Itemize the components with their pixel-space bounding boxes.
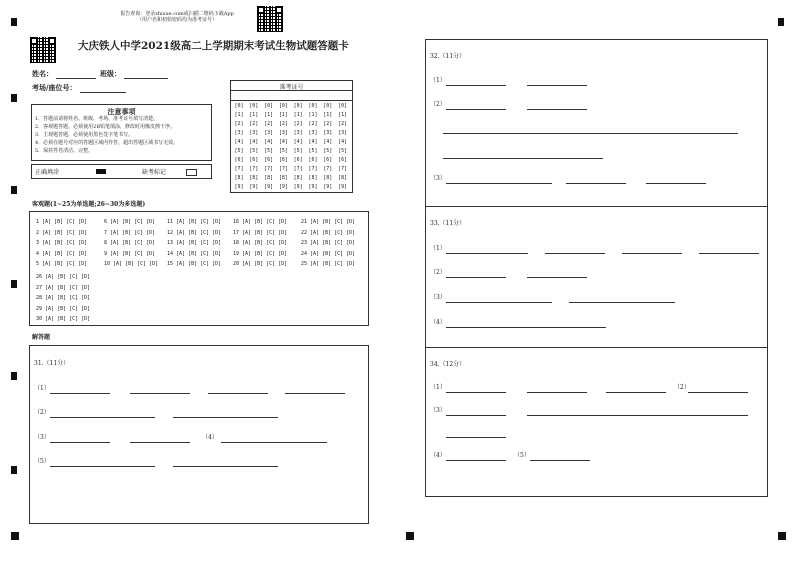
admission-digit-bubble[interactable]: [1] xyxy=(338,112,348,118)
admission-digit-bubble[interactable]: [5] xyxy=(249,148,259,154)
mcq-row[interactable]: 30 [A] [B] [C] [D] xyxy=(36,316,91,322)
admission-digit-bubble[interactable]: [8] xyxy=(293,175,303,181)
admission-digit-bubble[interactable]: [3] xyxy=(278,130,288,136)
q31-answer-box xyxy=(29,345,369,524)
answer-line[interactable] xyxy=(446,415,506,416)
answer-line[interactable] xyxy=(446,85,506,86)
timing-mark xyxy=(11,466,17,474)
admission-digit-bubble[interactable]: [9] xyxy=(323,184,333,190)
admission-digit-bubble[interactable]: [6] xyxy=(293,157,303,163)
mcq-row[interactable]: 1 [A] [B] [C] [D] xyxy=(36,219,88,225)
q34-part3-label: （3） xyxy=(430,407,446,414)
missing-mark-label: 缺考标记 xyxy=(142,169,167,176)
seat-field[interactable] xyxy=(80,92,126,93)
admission-digit-bubble[interactable]: [0] xyxy=(278,103,288,109)
mcq-row[interactable]: 21 [A] [B] [C] [D] xyxy=(301,219,356,225)
answer-line[interactable] xyxy=(173,417,278,418)
admission-digit-bubble[interactable]: [9] xyxy=(278,184,288,190)
answer-line[interactable] xyxy=(527,415,748,416)
missing-mark-box[interactable] xyxy=(186,169,197,176)
notes-item: 3．主观题答题，必须使用黑色签字笔书写。 xyxy=(35,132,134,138)
answer-line[interactable] xyxy=(443,158,603,159)
admission-digit-bubble[interactable]: [0] xyxy=(338,103,348,109)
answer-line[interactable] xyxy=(173,466,278,467)
mcq-row[interactable]: 16 [A] [B] [C] [D] xyxy=(233,219,288,225)
notes-item: 1．答题前请将姓名、班级、考场、准考证号填写清楚。 xyxy=(35,116,159,122)
answer-line[interactable] xyxy=(527,109,587,110)
answer-line[interactable] xyxy=(527,392,587,393)
admission-digit-bubble[interactable]: [7] xyxy=(293,166,303,172)
admission-digit-bubble[interactable]: [7] xyxy=(249,166,259,172)
page-title: 大庆铁人中学2021级高二上学期期末考试生物试题答题卡 xyxy=(78,40,349,52)
mcq-row[interactable]: 9 [A] [B] [C] [D] xyxy=(104,250,156,257)
admission-digit-bubble[interactable]: [9] xyxy=(293,184,303,190)
section-divider xyxy=(426,206,767,207)
answer-line[interactable] xyxy=(530,460,590,461)
q31-part4-label: （4） xyxy=(202,434,218,441)
q33-part1-label: （1） xyxy=(430,245,446,252)
admission-digit-bubble[interactable]: [1] xyxy=(323,112,333,118)
admission-digit-bubble[interactable]: [8] xyxy=(264,175,274,181)
mcq-row[interactable]: 19 [A] [B] [C] [D] xyxy=(233,250,288,257)
answer-line[interactable] xyxy=(50,442,110,443)
admission-digit-column[interactable] xyxy=(337,102,349,192)
answer-line[interactable] xyxy=(446,460,506,461)
admission-digit-bubble[interactable]: [1] xyxy=(278,112,288,118)
admission-digit-column[interactable] xyxy=(263,102,275,192)
answer-line[interactable] xyxy=(130,393,190,394)
admission-digit-bubble[interactable]: [4] xyxy=(293,139,303,145)
q33-title: 33.（11分） xyxy=(430,220,466,227)
admission-digit-bubble[interactable]: [6] xyxy=(249,157,259,163)
admission-digit-bubble[interactable]: [2] xyxy=(308,121,318,127)
admission-digit-bubble[interactable]: [6] xyxy=(278,157,288,163)
answer-line[interactable] xyxy=(606,392,666,393)
mcq-row[interactable]: 5 [A] [B] [C] [D] xyxy=(36,261,88,267)
admission-digit-bubble[interactable]: [0] xyxy=(308,103,318,109)
admission-digit-bubble[interactable]: [3] xyxy=(234,130,244,136)
q32-part3-label: （3） xyxy=(430,175,446,182)
notes-item: 5．保持答卷清洁、完整。 xyxy=(35,148,94,154)
admission-digit-column[interactable] xyxy=(233,102,245,192)
answer-line[interactable] xyxy=(646,183,706,184)
notes-list xyxy=(35,116,178,154)
admission-digit-bubble[interactable]: [3] xyxy=(338,130,348,136)
admission-digit-bubble[interactable]: [9] xyxy=(264,184,274,190)
mcq-column[interactable] xyxy=(104,219,158,272)
mcq-row[interactable]: 11 [A] [B] [C] [D] xyxy=(167,219,222,225)
mcq-row[interactable]: 18 [A] [B] [C] [D] xyxy=(233,240,288,246)
q33-part4-label: （4） xyxy=(430,319,446,326)
q34-title: 34.（12分） xyxy=(430,361,466,368)
admission-digit-bubble[interactable]: [7] xyxy=(338,166,348,172)
admission-digit-bubble[interactable]: [1] xyxy=(293,112,303,118)
admission-digit-bubble[interactable]: [4] xyxy=(338,139,348,145)
admission-digit-bubble[interactable]: [4] xyxy=(308,139,318,145)
admission-digit-bubble[interactable]: [8] xyxy=(234,175,244,181)
mcq-row[interactable]: 8 [A] [B] [C] [D] xyxy=(104,240,156,246)
timing-mark xyxy=(778,18,784,26)
admission-digit-bubble[interactable]: [7] xyxy=(264,166,274,172)
answer-line[interactable] xyxy=(50,417,155,418)
admission-digit-bubble[interactable]: [0] xyxy=(323,103,333,109)
mcq-row[interactable]: 29 [A] [B] [C] [D] xyxy=(36,305,91,312)
admission-digit-bubble[interactable]: [4] xyxy=(249,139,259,145)
answer-line[interactable] xyxy=(446,437,506,438)
section-divider xyxy=(426,347,767,348)
admission-digit-bubble[interactable]: [8] xyxy=(308,175,318,181)
admission-digit-bubble[interactable]: [2] xyxy=(293,121,303,127)
admission-digit-bubble[interactable]: [3] xyxy=(293,130,303,136)
admission-digit-bubble[interactable]: [5] xyxy=(278,148,288,154)
answer-line[interactable] xyxy=(446,302,552,303)
answer-line[interactable] xyxy=(446,327,606,328)
mcq-column[interactable] xyxy=(36,274,90,327)
answer-line[interactable] xyxy=(446,392,506,393)
admission-digit-column[interactable] xyxy=(248,102,260,192)
answer-line[interactable] xyxy=(446,109,506,110)
admission-digit-bubble[interactable]: [5] xyxy=(234,148,244,154)
report-notice-line1: 报告查询：登录zhixue.com或扫描二维码下载App xyxy=(120,11,234,17)
admission-digit-column[interactable] xyxy=(322,102,334,192)
mcq-row[interactable]: 6 [A] [B] [C] [D] xyxy=(104,219,156,225)
answer-line[interactable] xyxy=(622,253,682,254)
admission-digit-bubble[interactable]: [2] xyxy=(264,121,274,127)
mcq-row[interactable]: 24 [A] [B] [C] [D] xyxy=(301,250,356,257)
admission-digit-bubble[interactable]: [8] xyxy=(278,175,288,181)
timing-mark xyxy=(11,94,17,102)
answer-line[interactable] xyxy=(545,253,605,254)
answer-line[interactable] xyxy=(566,183,626,184)
mcq-row[interactable]: 15 [A] [B] [C] [D] xyxy=(167,261,222,267)
app-qr-code xyxy=(257,6,283,32)
admission-digit-bubble[interactable]: [1] xyxy=(308,112,318,118)
timing-mark xyxy=(11,532,19,540)
q31-title: 31.（11分） xyxy=(34,360,70,367)
timing-mark xyxy=(11,372,17,380)
answer-line[interactable] xyxy=(50,393,110,394)
q31-part2-label: （2） xyxy=(34,409,50,416)
mcq-row[interactable]: 2 [A] [B] [C] [D] xyxy=(36,229,88,236)
mcq-column[interactable] xyxy=(36,219,87,272)
mcq-row[interactable]: 13 [A] [B] [C] [D] xyxy=(167,240,222,246)
sheet-qr-code xyxy=(30,37,56,63)
admission-digit-bubble[interactable]: [8] xyxy=(323,175,333,181)
admission-digit-bubble[interactable]: [1] xyxy=(249,112,259,118)
right-answer-column xyxy=(425,39,768,497)
objective-title: 客观题(1~25为单选题;26~30为多选题) xyxy=(32,201,146,208)
admission-digit-bubble[interactable]: [1] xyxy=(234,112,244,118)
admission-title: 准考证号 xyxy=(279,84,304,91)
admission-digit-bubble[interactable]: [7] xyxy=(234,166,244,172)
mcq-row[interactable]: 23 [A] [B] [C] [D] xyxy=(301,240,356,246)
timing-mark xyxy=(778,532,786,540)
admission-digit-bubble[interactable]: [9] xyxy=(338,184,348,190)
q34-part5-label: （5） xyxy=(514,452,530,459)
answer-line[interactable] xyxy=(446,253,528,254)
admission-digit-bubble[interactable]: [5] xyxy=(308,148,318,154)
admission-digit-bubble[interactable]: [9] xyxy=(308,184,318,190)
mcq-row[interactable]: 26 [A] [B] [C] [D] xyxy=(36,274,91,280)
mcq-row[interactable]: 3 [A] [B] [C] [D] xyxy=(36,240,88,246)
answer-line[interactable] xyxy=(208,393,268,394)
seat-label: 考场/座位号： xyxy=(32,83,77,92)
timing-mark xyxy=(11,186,17,194)
q32-part2-label: （2） xyxy=(430,101,446,108)
q34-part2-label: （2） xyxy=(674,384,690,391)
answer-line[interactable] xyxy=(688,392,748,393)
admission-digit-bubble[interactable]: [2] xyxy=(323,121,333,127)
admission-digit-bubble[interactable]: [2] xyxy=(234,121,244,127)
q34-part1-label: （1） xyxy=(430,384,446,391)
q32-title: 32.（11分） xyxy=(430,53,466,60)
admission-digit-bubble[interactable]: [4] xyxy=(234,139,244,145)
admission-digit-column[interactable] xyxy=(277,102,289,192)
admission-digit-bubble[interactable]: [6] xyxy=(308,157,318,163)
admission-digit-bubble[interactable]: [3] xyxy=(323,130,333,136)
admission-digit-bubble[interactable]: [9] xyxy=(249,184,259,190)
admission-digit-bubble[interactable]: [3] xyxy=(264,130,274,136)
mcq-row[interactable]: 4 [A] [B] [C] [D] xyxy=(36,250,88,257)
timing-mark xyxy=(11,280,17,288)
admission-digit-bubble[interactable]: [3] xyxy=(308,130,318,136)
q32-part1-label: （1） xyxy=(430,77,446,84)
answer-line[interactable] xyxy=(527,85,587,86)
admission-digit-bubble[interactable]: [4] xyxy=(264,139,274,145)
mcq-row[interactable]: 7 [A] [B] [C] [D] xyxy=(104,229,156,236)
notes-item: 2．客观题答题，必须使用2B铅笔填涂，修改时用橡皮擦干净。 xyxy=(35,124,176,130)
correct-fill-example xyxy=(96,169,106,174)
answer-line[interactable] xyxy=(50,466,155,467)
mcq-row[interactable]: 12 [A] [B] [C] [D] xyxy=(167,229,222,236)
class-field[interactable] xyxy=(124,78,168,79)
admission-digit-bubble[interactable]: [0] xyxy=(234,103,244,109)
admission-digit-bubble[interactable]: [2] xyxy=(249,121,259,127)
admission-digit-column[interactable] xyxy=(307,102,319,192)
admission-digit-bubble[interactable]: [6] xyxy=(234,157,244,163)
admission-grid xyxy=(230,80,353,193)
notes-box xyxy=(31,104,212,161)
fill-example-box xyxy=(31,164,212,179)
admission-digit-bubble[interactable]: [7] xyxy=(323,166,333,172)
answer-line[interactable] xyxy=(443,133,738,134)
answer-line[interactable] xyxy=(527,277,587,278)
admission-digit-bubble[interactable]: [7] xyxy=(278,166,288,172)
mcq-row[interactable]: 17 [A] [B] [C] [D] xyxy=(233,229,288,236)
mcq-row[interactable]: 20 [A] [B] [C] [D] xyxy=(233,261,288,267)
admission-digit-bubble[interactable]: [3] xyxy=(249,130,259,136)
mcq-row[interactable]: 27 [A] [B] [C] [D] xyxy=(36,284,91,291)
admission-digit-bubble[interactable]: [5] xyxy=(264,148,274,154)
admission-digit-bubble[interactable]: [0] xyxy=(293,103,303,109)
q33-part2-label: （2） xyxy=(430,269,446,276)
mcq-row[interactable]: 14 [A] [B] [C] [D] xyxy=(167,250,222,257)
admission-digit-bubble[interactable]: [2] xyxy=(338,121,348,127)
mcq-column[interactable] xyxy=(233,219,287,272)
mcq-row[interactable]: 22 [A] [B] [C] [D] xyxy=(301,229,356,236)
admission-digit-bubble[interactable]: [7] xyxy=(308,166,318,172)
admission-digit-bubble[interactable]: [2] xyxy=(278,121,288,127)
notes-item: 4．必须在题号对应的答题区域内作答，超出答题区域书写无效。 xyxy=(35,140,179,146)
timing-mark xyxy=(406,532,414,540)
mcq-row[interactable]: 10 [A] [B] [C] [D] xyxy=(104,261,159,267)
name-field[interactable] xyxy=(56,78,96,79)
name-label: 姓名： xyxy=(32,69,53,78)
notes-title: 注意事项 xyxy=(107,107,136,116)
q31-part3-label: （3） xyxy=(34,434,50,441)
answer-line[interactable] xyxy=(221,442,327,443)
answer-line[interactable] xyxy=(446,183,552,184)
admission-digit-columns xyxy=(233,102,352,192)
admission-digit-bubble[interactable]: [9] xyxy=(234,184,244,190)
report-notice xyxy=(112,11,242,23)
q34-part4-label: （4） xyxy=(430,452,446,459)
timing-mark xyxy=(11,18,17,26)
admission-digit-bubble[interactable]: [4] xyxy=(278,139,288,145)
answer-line[interactable] xyxy=(446,277,506,278)
admission-digit-bubble[interactable]: [6] xyxy=(264,157,274,163)
answer-line[interactable] xyxy=(285,393,345,394)
mcq-row[interactable]: 25 [A] [B] [C] [D] xyxy=(301,261,356,267)
admission-digit-bubble[interactable]: [6] xyxy=(338,157,348,163)
q31-part1-label: （1） xyxy=(34,385,50,392)
admission-digit-bubble[interactable]: [6] xyxy=(323,157,333,163)
admission-digit-bubble[interactable]: [5] xyxy=(338,148,348,154)
mcq-column[interactable] xyxy=(167,219,221,272)
mcq-column[interactable] xyxy=(301,219,355,272)
report-notice-line2: （用户名和初始密码均为准考证号） xyxy=(136,17,217,23)
admission-digit-bubble[interactable]: [4] xyxy=(323,139,333,145)
answer-line[interactable] xyxy=(569,302,675,303)
q31-part5-label: （5） xyxy=(34,458,50,465)
class-label: 班级： xyxy=(100,69,121,78)
mcq-row[interactable]: 28 [A] [B] [C] [D] xyxy=(36,295,91,301)
objective-box xyxy=(29,211,369,326)
admission-digit-bubble[interactable]: [8] xyxy=(249,175,259,181)
correct-fill-label: 正确填涂 xyxy=(35,169,60,176)
admission-digit-bubble[interactable]: [5] xyxy=(293,148,303,154)
q33-part3-label: （3） xyxy=(430,294,446,301)
answer-line[interactable] xyxy=(699,253,759,254)
admission-digit-bubble[interactable]: [0] xyxy=(249,103,259,109)
answer-line[interactable] xyxy=(130,442,190,443)
admission-digit-column[interactable] xyxy=(292,102,304,192)
admission-digit-bubble[interactable]: [0] xyxy=(264,103,274,109)
admission-digit-bubble[interactable]: [8] xyxy=(338,175,348,181)
subjective-title: 解答题 xyxy=(32,334,51,341)
admission-digit-bubble[interactable]: [1] xyxy=(264,112,274,118)
admission-digit-bubble[interactable]: [5] xyxy=(323,148,333,154)
